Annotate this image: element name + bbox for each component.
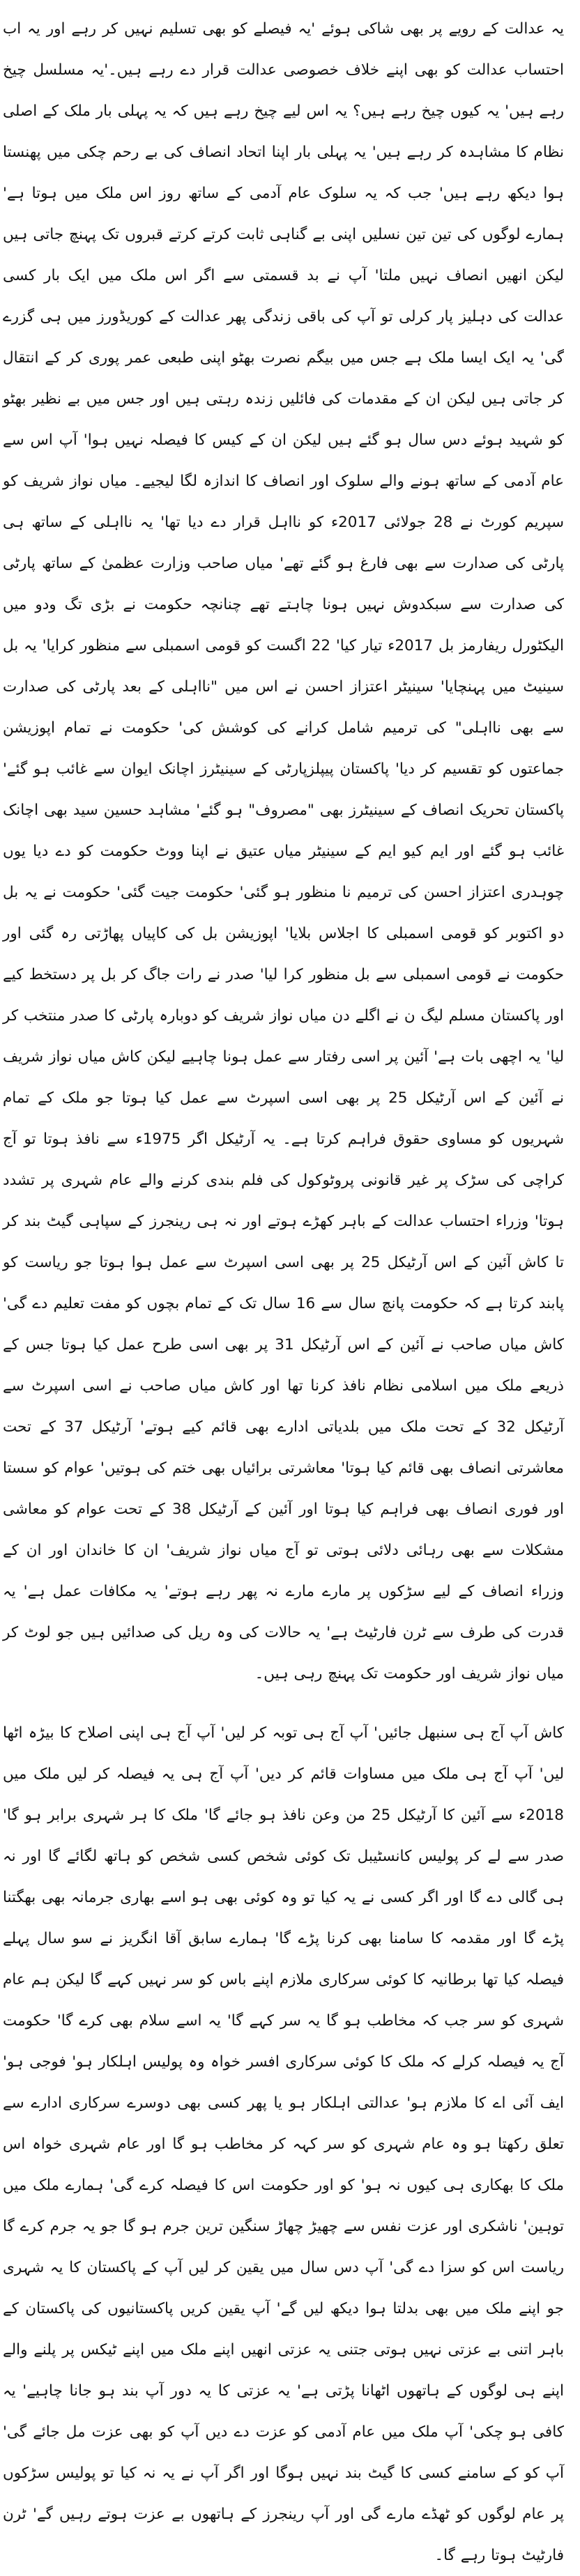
article-column	[3, 0, 565, 2564]
article-paragraph-2: کاش آپ آج ہی سنبھل جائیں' آپ آج ہی توبہ کر لیں' آپ آج ہی اپنی اصلاح کا بیڑہ اٹھا لیں' آپ آج ہی ملک میں مساوات قائم کر دیں' آپ آج ہی یہ فیصلہ کر لیں ملک میں 2018ء سے آئین کا آرٹیکل 25 من وعن نافذ ہو جائے گا' ملک کا ہر شہری برابر ہو گا' صدر سے لے کر پولیس کانسٹیبل تک کوئی شخص کسی شخص کو ہاتھ لگائے گا اور نہ ہی گالی دے گا اور اگر کسی نے یہ کیا تو وہ کوئی بھی ہو اسے بھاری جرمانہ بھی بھگتنا پڑے گا اور مقدمہ کا سامنا بھی کرنا پڑے گا' ہمارے سابق آقا انگریز نے سو سال پہلے فیصلہ کیا تھا برطانیہ کا کوئی سرکاری ملازم اپنے باس کو سر نہیں کہے گا لیکن ہم عام شہری کو سر جب کہ مخاطب ہو گا یہ سر کہے گا' یہ اسے سلام بھی کرے گا' حکومت آج یہ فیصلہ کرلے کہ ملک کا کوئی سرکاری افسر خواہ وہ پولیس اہلکار ہو' فوجی ہو' ایف آئی اے کا ملازم ہو' عدالتی اہلکار ہو یا پھر کسی بھی دوسرے سرکاری ادارے سے تعلق رکھتا ہو وہ عام شہری کو سر کہہ کر مخاطب ہو گا اور عام شہری خواہ اس ملک کا بھکاری ہی کیوں نہ ہو' کو اور حکومت اس کا فیصلہ کرے گی' ہمارے ملک میں توہین' ناشکری اور عزت نفس سے چھیڑ چھاڑ سنگین ترین جرم ہو گا جو یہ جرم کرے گا ریاست اس کو سزا دے گی' آپ دس سال میں یقین کر لیں آپ کے پاکستان کا یہ شہری جو اپنے ملک میں بھی بدلتا ہوا دیکھ لیں گے' آپ یقین کریں پاکستانیوں کی پاکستان کے باہر اتنی بے عزتی نہیں ہوتی جتنی یہ عزتی انھیں اپنے ملک میں اپنے ٹیکس پر پلنے والے اپنے ہی لوگوں کے ہاتھوں اٹھانا پڑتی ہے' یہ عزتی کا یہ دور آپ بند ہو جانا چاہیے' یہ کافی ہو چکی' آپ ملک میں عام آدمی کو عزت دے دیں آپ کو بھی عزت مل جائے گی' آپ کو کے سامنے کسی کا گیٹ بند نہیں ہوگا اور اگر آپ نے یہ نہ کیا تو پولیس سڑکوں پر عام لوگوں کو ٹھڈے مارے گی اور آپ رینجرز کے ہاتھوں بے عزت ہوتے رہیں گے' ٹرن فارٹیٹ ہوتا رہے گا۔	[3, 1724, 564, 2564]
article-paragraph-1: یہ عدالت کے رویے پر بھی شاکی ہوئے 'یہ فیصلے کو بھی تسلیم نہیں کر رہے اور یہ اب احتساب عدالت کو بھی اپنے خلاف خصوصی عدالت قرار دے رہے ہیں۔'یہ مسلسل چیخ رہے ہیں' یہ کیوں چیخ رہے ہیں؟ یہ اس لیے چیخ رہے ہیں کہ یہ پہلی بار ملک کے اصلی نظام کا مشاہدہ کر رہے ہیں' یہ پہلی بار اپنا اتحاد انصاف کی بے رحم چکی میں پھنستا ہوا دیکھ رہے ہیں' جب کہ یہ سلوک عام آدمی کے ساتھ روز اس ملک میں ہوتا ہے' ہمارے لوگوں کی تین تین نسلیں اپنی بے گناہی ثابت کرتے کرتے قبروں تک پہنچ جاتی ہیں لیکن انھیں انصاف نہیں ملتا' آپ نے بد قسمتی سے اگر اس ملک میں ایک بار کسی عدالت کی دہلیز پار کرلی تو آپ کی باقی زندگی پھر عدالت کے کوریڈورز میں ہی گزرے گی' یہ ایک ایسا ملک ہے جس میں بیگم نصرت بھٹو اپنی طبعی عمر پوری کر کے انتقال کر جاتی ہیں لیکن ان کے مقدمات کی فائلیں زندہ رہتی ہیں اور جس میں بے نظیر بھٹو کو شہید ہوئے دس سال ہو گئے ہیں لیکن ان کے کیس کا فیصلہ نہیں ہوا' آپ اس سے عام آدمی کے ساتھ ہونے والے سلوک اور انصاف کا اندازہ لگا لیجیے۔ میاں نواز شریف کو سپریم کورٹ نے 28 جولائی 2017ء کو نااہل قرار دے دیا تھا' یہ نااہلی کے ساتھ ہی پارٹی کی صدارت سے بھی فارغ ہو گئے تھے' میاں صاحب وزارت عظمیٰ کے ساتھ پارٹی کی صدارت سے سبکدوش نہیں ہونا چاہتے تھے چنانچہ حکومت نے بڑی تگ ودو میں الیکٹورل ریفارمز بل 2017ء تیار کیا' 22 اگست کو قومی اسمبلی سے منظور کرایا' یہ بل سینیٹ میں پہنچایا' سینیٹر اعتزاز احسن نے اس میں "نااہلی کے بعد پارٹی کی صدارت سے بھی نااہلی" کی ترمیم شامل کرانے کی کوشش کی' حکومت نے تمام اپوزیشن جماعتوں کو تقسیم کر دیا' پاکستان پیپلزپارٹی کے سینیٹرز اچانک ایوان سے غائب ہو گئے' پاکستان تحریک انصاف کے سینیٹرز بھی "مصروف" ہو گئے' مشاہد حسین سید بھی اچانک غائب ہو گئے اور ایم کیو ایم کے سینیٹر میاں عتیق نے اپنا ووٹ حکومت کو دے دیا یوں چوہدری اعتزاز احسن کی ترمیم نا منظور ہو گئی' حکومت جیت گئی' حکومت نے یہ بل دو اکتوبر کو قومی اسمبلی کا اجلاس بلایا' اپوزیشن بل کی کاپیاں پھاڑتی رہ گئی اور حکومت نے قومی اسمبلی سے بل منظور کرا لیا' صدر نے رات جاگ کر بل پر دستخط کیے اور پاکستان مسلم لیگ ن نے اگلے دن میاں نواز شریف کو دوبارہ پارٹی کا صدر منتخب کر لیا' یہ اچھی بات ہے' آئین پر اسی رفتار سے عمل ہونا چاہیے لیکن کاش میاں نواز شریف نے آئین کے اس آرٹیکل 25 پر بھی اسی اسپرٹ سے عمل کیا ہوتا جو ملک کے تمام شہریوں کو مساوی حقوق فراہم کرتا ہے۔ یہ آرٹیکل اگر 1975ء سے نافذ ہوتا تو آج کراچی کی سڑک پر غیر قانونی پروٹوکول کی فلم بندی کرنے والے عام شہری پر تشدد ہوتا' وزراء احتساب عدالت کے باہر کھڑے ہوتے اور نہ ہی رینجرز کے سپاہی گیٹ بند کر تا کاش آئین کے اس آرٹیکل 25 پر بھی اسی اسپرٹ سے عمل ہوا ہوتا جو ریاست کو پابند کرتا ہے کہ حکومت پانچ سال سے 16 سال تک کے تمام بچوں کو مفت تعلیم دے گی' کاش میاں صاحب نے آئین کے اس آرٹیکل 31 پر بھی اسی طرح عمل کیا ہوتا جس کے ذریعے ملک میں اسلامی نظام نافذ کرنا تھا اور کاش میاں صاحب نے اسی اسپرٹ سے آرٹیکل 32 کے تحت ملک میں بلدیاتی ادارے بھی قائم کیے ہوتے' آرٹیکل 37 کے تحت معاشرتی انصاف بھی قائم کیا ہوتا' معاشرتی برائیاں بھی ختم کی ہوتیں' عوام کو سستا اور فوری انصاف بھی فراہم کیا ہوتا اور آئین کے آرٹیکل 38 کے تحت عوام کو معاشی مشکلات سے بھی رہائی دلائی ہوتی تو آج میاں نواز شریف' ان کا خاندان اور ان کے وزراء انصاف کے لیے سڑکوں پر مارے مارے نہ پھر رہے ہوتے' یہ مکافات عمل ہے' یہ قدرت کی طرف سے ٹرن فارٹیٹ ہے' یہ حالات کی وہ ریل کی صدائیں ہیں جو لوٹ کر میاں نواز شریف اور حکومت تک پہنچ رہی ہیں۔	[3, 20, 565, 1682]
